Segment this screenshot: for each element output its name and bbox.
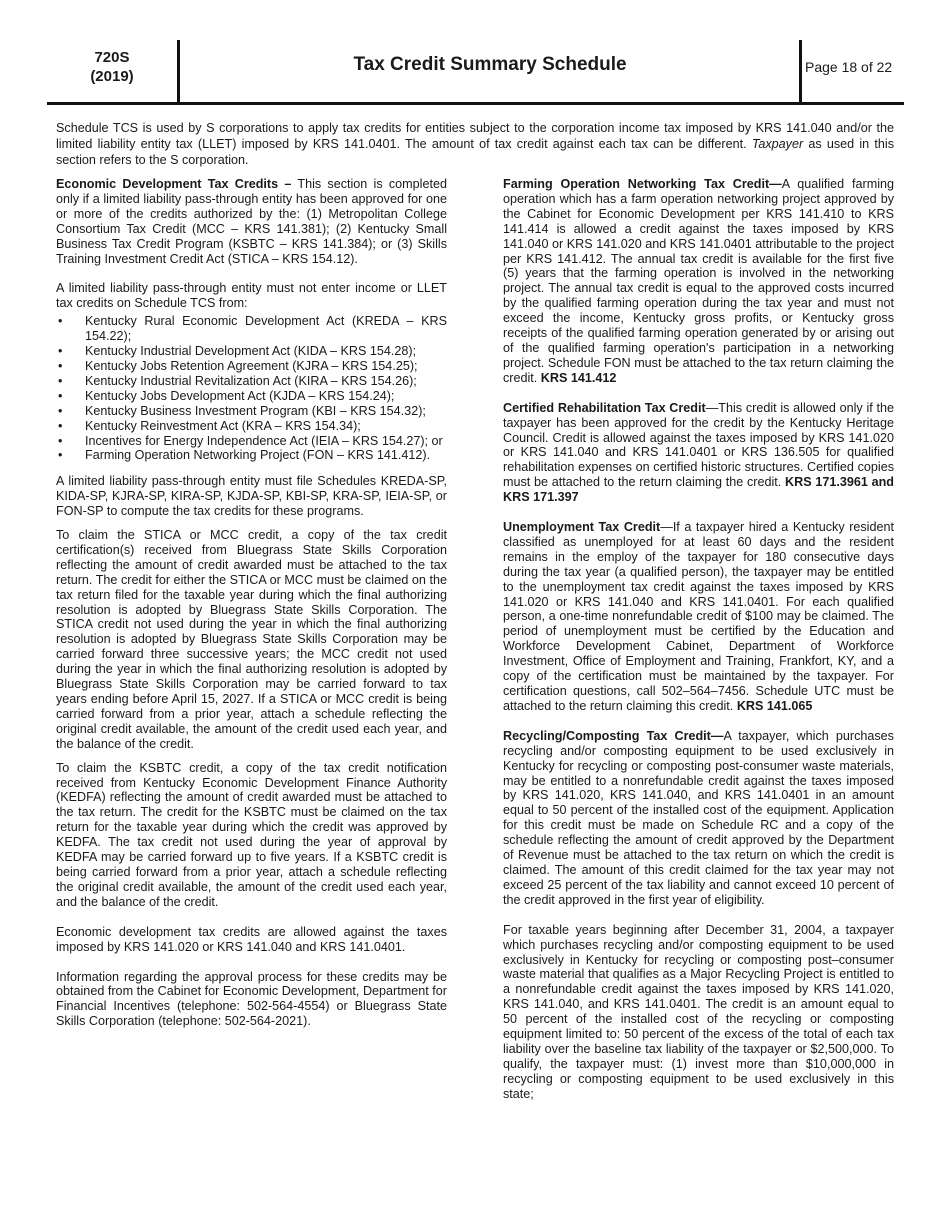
list-item: • Incentives for Energy Independence Act (IEIA – KRS 154.27); or [56, 434, 447, 449]
unemployment-body: —If a taxpayer hired a Kentucky resident classified as unemployed for at least 60 days and the resident remains in the employ of the taxpayer for 180 consecutive days during the tax year (a qualified person), the taxpayer may be entitled to the unemployment tax credit against the taxes imposed by KRS 141.020 or KRS 141.040 and KRS 141.0401. For each qualified person, a one-time nonrefundable credit of $100 may be claimed. The period of unemployment must be certified by the Education and Workforce Development Cabinet, Department of Workforce Investment, Office of Employment and Training, Frankfort, KY, and a copy of the certification must be maintained by the taxpayer. For certification questions, call 502–564–7456. Schedule UTC must be attached to the return claiming this credit. [503, 520, 894, 713]
ksbtc-paragraph: To claim the KSBTC credit, a copy of the tax credit notification received from Kentucky Economic Development Finance Authority (KEDFA) reflecting the amount of credit awarded must be attached to the tax return. The credit for the KSBTC must be claimed on the tax return for the taxable year during which the credit was approved by KEDFA. The tax credit not used during the year of approval by KEDFA may be carried forward up to five years. If a KSBTC credit is being carried forward from a prior year, attach a schedule reflecting the original credit available, the amount of the credit used each year, and the balance of the credit. [56, 760, 447, 909]
farming-body: A qualified farming operation which has a farm operation networking project approved by the Cabinet for Economic Development per KRS 141.410 to KRS 141.414 is allowed a credit against the taxes imposed by KRS 141.040 or KRS 141.020 and KRS 141.0401 attributable to the project per KRS 141.412. The annual tax credit is available for the first five (5) years that the farming operation is involved in the networking project. The annual tax credit is equal to the approved costs incurred by the qualified farming operation during the tax year and must not exceed the income, Kentucky gross profits, or Kentucky gross receipts of the qualified farming operation generated by or arising out of the qualified farming operation's participation in a networking project. Schedule FON must be attached to the tax return claiming the credit. [503, 177, 894, 385]
list-item: • Kentucky Jobs Retention Agreement (KJRA – KRS 154.25); [56, 359, 447, 374]
recycling-section [503, 729, 894, 908]
econ-dev-section [56, 177, 447, 266]
list-item: • Kentucky Industrial Revitalization Act (KIRA – KRS 154.26); [56, 374, 447, 389]
right-column [503, 177, 894, 1102]
form-identifier [47, 48, 177, 86]
recycling-body: A taxpayer, which purchases recycling and/or composting equipment to be used exclusively in Kentucky for recycling or composting post-consumer waste materials, may be entitled to a nonrefundable credit against the taxes imposed by KRS 141.020, KRS 141.040, and KRS 141.0401 in an amount equal to 50 percent of the installed cost of the equipment. Application for this credit must be made on Schedule RC and a copy of the schedule reflecting the amount of credit approved by the Department of Revenue must be attached to the tax return on which the credit is claimed. The amount of this credit claimed for the tax year may not exceed 25 percent of the tax liability and cannot exceed 10 percent of the credit approved in the first year of eligibility. [503, 728, 894, 907]
econ-dev-body: This section is completed only if a limited liability pass-through entity has been approved for one or more of the credits authorized by the: (1) Metropolitan College Consortium Tax Credit (MCC – KRS 141.381); (2) Kentucky Small Business Tax Credit Program (KSBTC – KRS 141.384); or (3) Skills Training Investment Credit Act (STICA – KRS 154.12). [56, 177, 447, 266]
intro-paragraph [56, 120, 894, 168]
farming-heading: Farming Operation Networking Tax Credit— [503, 177, 782, 191]
page-title: Tax Credit Summary Schedule [353, 54, 627, 75]
list-item: • Kentucky Jobs Development Act (KJDA – KRS 154.24); [56, 389, 447, 404]
list-item: • Kentucky Industrial Development Act (KIDA – KRS 154.28); [56, 344, 447, 359]
page-header [47, 40, 904, 105]
not-enter-intro: A limited liability pass-through entity must not enter income or LLET tax credits on Schedule TCS from: [56, 281, 447, 311]
list-item: • Kentucky Rural Economic Development Act (KREDA – KRS 154.22); [56, 314, 447, 344]
recycling-heading: Recycling/Composting Tax Credit— [503, 728, 724, 743]
form-number: 720S [94, 49, 130, 66]
rehab-ref: KRS 171.3961 and KRS 171.397 [503, 475, 894, 505]
unemployment-ref: KRS 141.065 [736, 698, 813, 713]
list-item: • Kentucky Reinvestment Act (KRA – KRS 154.34); [56, 419, 447, 434]
farming-section [503, 177, 894, 386]
intro-italic-term: Taxpayer [751, 137, 804, 151]
page-number: Page 18 of 22 [805, 59, 893, 75]
file-schedules-paragraph: A limited liability pass-through entity must file Schedules KREDA-SP, KIDA-SP, KJRA-SP, KIRA-SP, KJDA-SP, KBI-SP, KRA-SP, IEIA-SP, or FON-SP to compute the tax credits for these programs. [56, 474, 447, 519]
excluded-programs-list [56, 314, 447, 463]
allowed-paragraph: Economic development tax credits are allowed against the taxes imposed by KRS 141.020 or KRS 141.040 and KRS 141.0401. [56, 924, 447, 954]
header-divider-right [799, 40, 802, 102]
rehab-body: —This credit is allowed only if the taxpayer has been approved for the credit by the Kentucky Heritage Council. Credit is allowed against the taxes imposed by KRS 141.020 or KRS 141.040 and KRS 141.0401 or KRS 136.505 for qualified rehabilitation expenses on certified historic structures. Certified copies must be attached to the return claiming the credit. [503, 400, 894, 490]
list-item: • Farming Operation Networking Project (FON – KRS 141.412). [56, 448, 447, 463]
rehab-section [503, 401, 894, 505]
farming-ref: KRS 141.412 [540, 370, 617, 385]
form-year: (2019) [90, 68, 134, 85]
intro-text-a: Schedule TCS is used by S corporations to apply tax credits for entities subject to the corporation income tax imposed by KRS 141.040 and/or the limited liability entity tax (LLET) imposed by KRS 141.0401. The amount of tax credit against each tax can be different. [56, 121, 894, 151]
rehab-heading: Certified Rehabilitation Tax Credit [503, 400, 706, 415]
major-recycling-paragraph: For taxable years beginning after December 31, 2004, a taxpayer which purchases recycling and/or composting equipment to be used exclusively in Kentucky for recycling or composting post–consumer waste material that qualifies as a Major Recycling Project is entitled to a nonrefundable credit against the taxes imposed by KRS 141.020, KRS 141.040, and KRS 141.0401. The credit is an amount equal to 50 percent of the installed cost of the recycling or composting equipment limited to: 50 percent of the excess of the total of each tax liability over the baseline tax liability of the taxpayer or $2,500,000. To qualify, the taxpayer must: (1) invest more than $10,000,000 in recycling or composting equipment to be used exclusively in this state; [503, 922, 894, 1101]
stica-paragraph: To claim the STICA or MCC credit, a copy of the tax credit certification(s) received from Bluegrass State Skills Corporation reflecting the amount of credit awarded must be attached to the tax return. The credit for either the STICA or MCC must be claimed on the tax return filed for the taxable year during which the final authorizing resolution is adopted by Bluegrass State Skills Corporation. The STICA credit not used during the year in which the final authorizing resolution is adopted by Bluegrass State Skills Corporation may be carried forward three successive years; the MCC credit not used during the year in which the final authorizing resolution is adopted by Bluegrass State Skills Corporation may be carried forward to tax years ending before April 15, 2027. If a STICA or MCC credit is being carried forward from a prior year, attach a schedule reflecting the original credit available, the amount of the credit used each year, and the balance of the credit. [56, 528, 447, 751]
info-paragraph: Information regarding the approval process for these credits may be obtained from the Cabinet for Economic Development, Department for Financial Incentives (telephone: 502-564-4554) or Bluegrass State Skills Corporation (telephone: 502-564-2021). [56, 969, 447, 1029]
list-item: • Kentucky Business Investment Program (KBI – KRS 154.32); [56, 404, 447, 419]
intro-text-b: as used in this section refers to the S corporation. [56, 137, 894, 167]
left-column [56, 177, 447, 1029]
econ-dev-heading: Economic Development Tax Credits – [56, 177, 292, 191]
unemployment-section [503, 520, 894, 714]
unemployment-heading: Unemployment Tax Credit [503, 520, 661, 535]
